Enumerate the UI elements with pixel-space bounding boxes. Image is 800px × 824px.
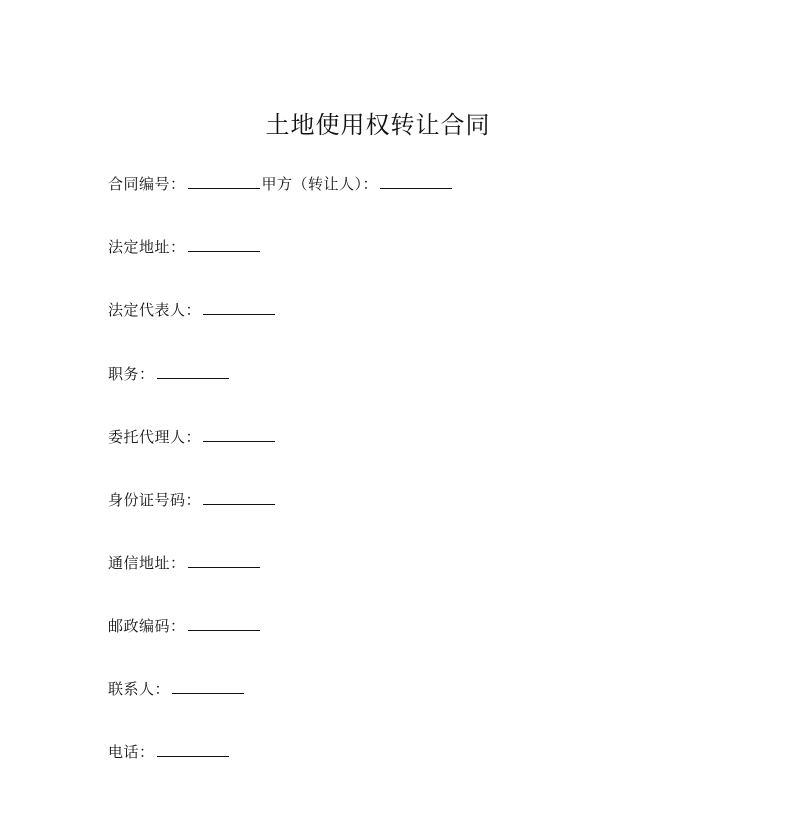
postal-code-blank[interactable] — [188, 616, 260, 631]
party-a-label: 甲方（转让人）： — [261, 175, 379, 193]
phone-label: 电话： — [108, 743, 155, 761]
mailing-address-blank[interactable] — [188, 553, 260, 568]
postal-code-label: 邮政编码： — [108, 617, 186, 635]
position-blank[interactable] — [157, 364, 229, 379]
legal-representative-blank[interactable] — [203, 300, 275, 315]
phone-blank[interactable] — [157, 742, 229, 757]
contact-blank[interactable] — [172, 679, 244, 694]
legal-address-label: 法定地址： — [108, 238, 186, 256]
position-label: 职务： — [108, 365, 155, 383]
mailing-address-label: 通信地址： — [108, 554, 186, 572]
legal-representative-line — [108, 300, 277, 320]
contract-number-label: 合同编号： — [108, 175, 186, 193]
position-line — [108, 364, 231, 384]
id-number-line — [108, 490, 277, 510]
contact-label: 联系人： — [108, 680, 171, 698]
agent-label: 委托代理人： — [108, 428, 202, 446]
contract-number-line — [108, 174, 454, 194]
agent-blank[interactable] — [203, 427, 275, 442]
legal-address-line — [108, 237, 262, 257]
id-number-label: 身份证号码： — [108, 491, 202, 509]
agent-line — [108, 427, 277, 447]
id-number-blank[interactable] — [203, 490, 275, 505]
party-a-blank[interactable] — [380, 174, 452, 189]
document-title: 土地使用权转让合同 — [265, 111, 491, 139]
postal-code-line — [108, 616, 262, 636]
legal-address-blank[interactable] — [188, 237, 260, 252]
contract-number-blank[interactable] — [188, 174, 260, 189]
legal-representative-label: 法定代表人： — [108, 301, 202, 319]
phone-line — [108, 742, 231, 762]
mailing-address-line — [108, 553, 262, 573]
contact-line — [108, 679, 246, 699]
